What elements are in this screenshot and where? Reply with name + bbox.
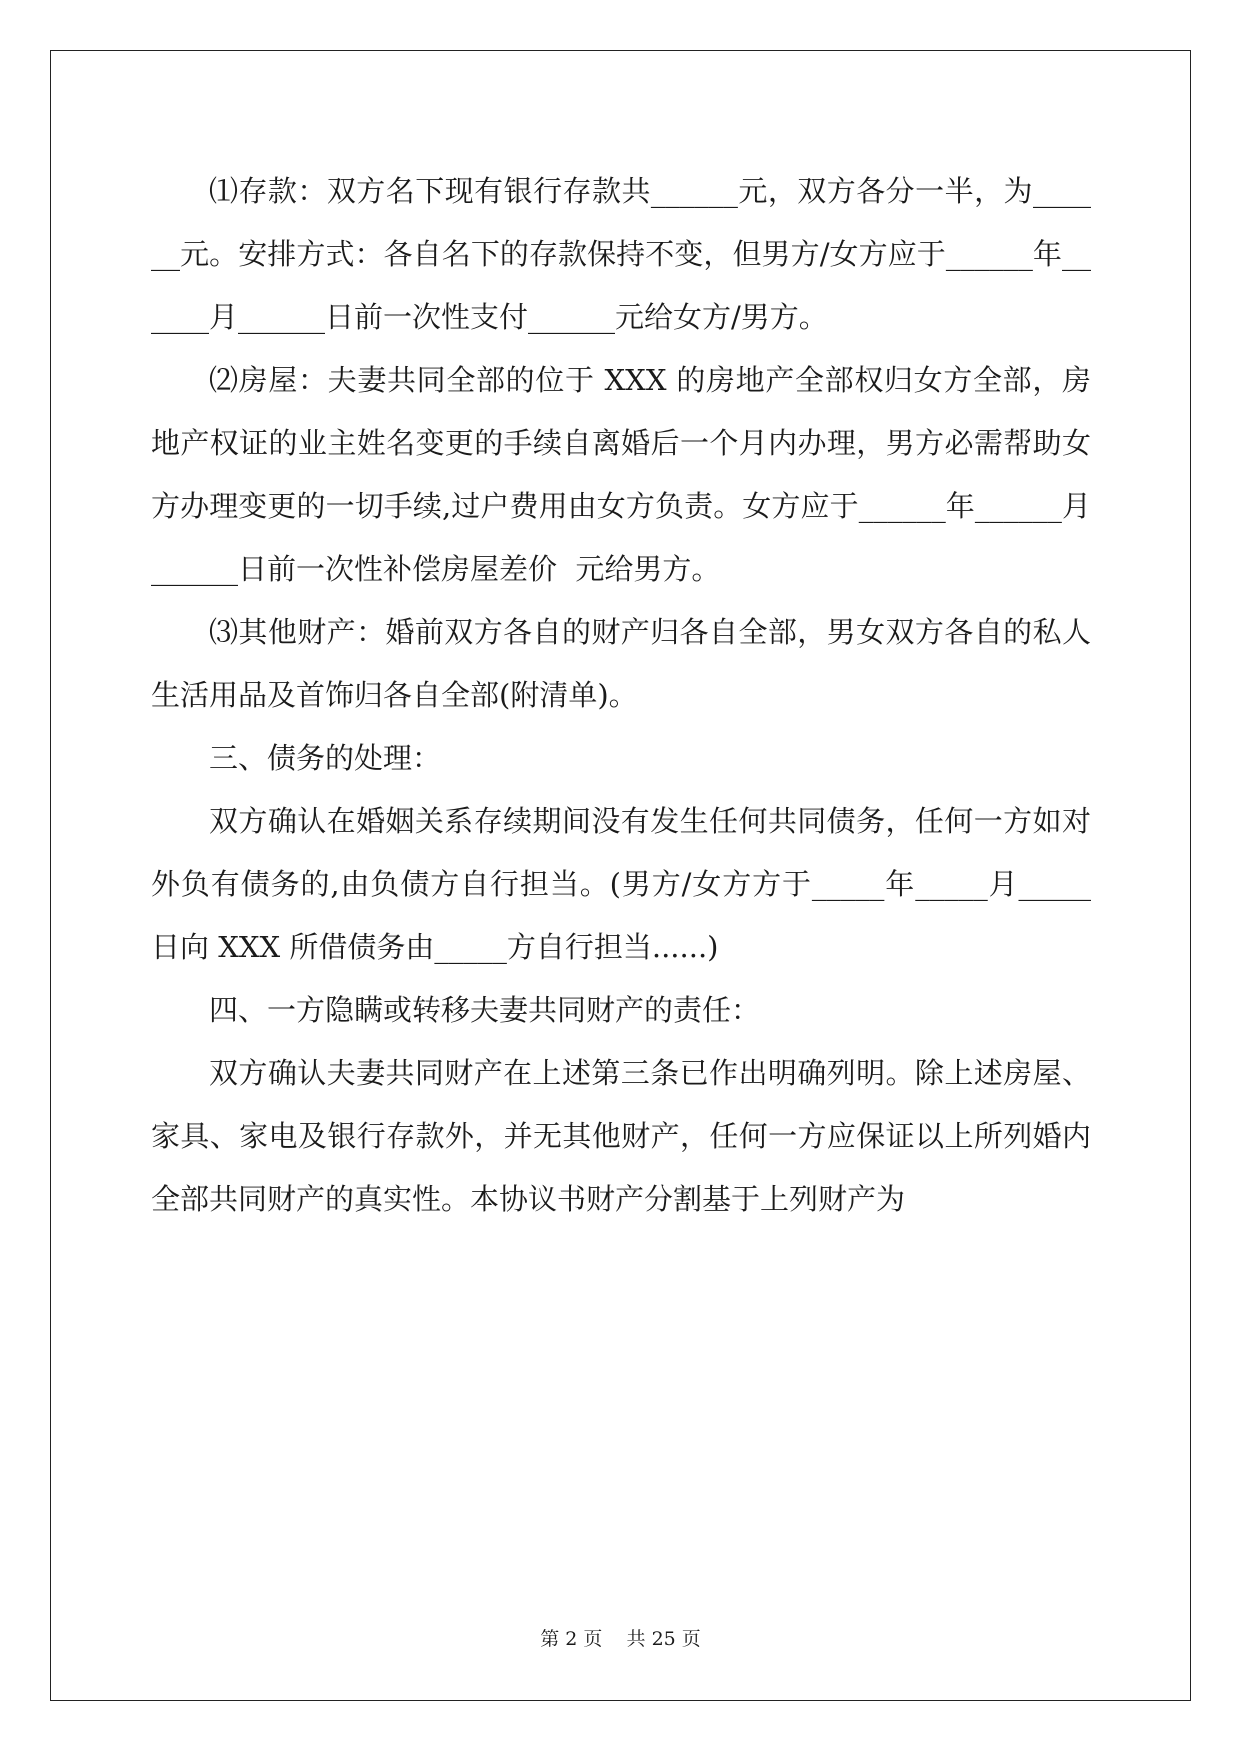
page-number-footer: 第 2 页 共 25 页	[540, 1628, 701, 1650]
section-heading-debt: 三、债务的处理：	[209, 741, 442, 775]
document-body	[151, 160, 1091, 1231]
paragraph-house: ⑵房屋：夫妻共同全部的位于 XXX 的房地产全部权归女方全部，房地产权证的业主姓名变更的手续自离婚后一个月内办理，男方必需帮助女方办理变更的一切手续,过户费用由女方负责。女方应于______年______月______日前一次性补偿房屋差价 元给男方。	[151, 363, 1091, 586]
paragraph-savings: ⑴存款：双方名下现有银行存款共______元，双方各分一半，为______元。安排方式：各自名下的存款保持不变，但男方/女方应于______年______月______日前一次性支付______元给女方/男方。	[151, 174, 1091, 334]
paragraph-debt: 双方确认在婚姻关系存续期间没有发生任何共同债务，任何一方如对外负有债务的,由负债方自行担当。(男方/女方方于_____年_____月_____日向 XXX 所借债务由_____方自行担当......)	[151, 804, 1091, 964]
paragraph-concealment: 双方确认夫妻共同财产在上述第三条已作出明确列明。除上述房屋、家具、家电及银行存款外，并无其他财产，任何一方应保证以上所列婚内全部共同财产的真实性。本协议书财产分割基于上列财产为	[151, 1056, 1091, 1216]
paragraph-other-property: ⑶其他财产：婚前双方各自的财产归各自全部，男女双方各自的私人生活用品及首饰归各自全部(附清单)。	[151, 615, 1091, 712]
section-heading-concealment: 四、一方隐瞒或转移夫妻共同财产的责任：	[209, 993, 761, 1027]
